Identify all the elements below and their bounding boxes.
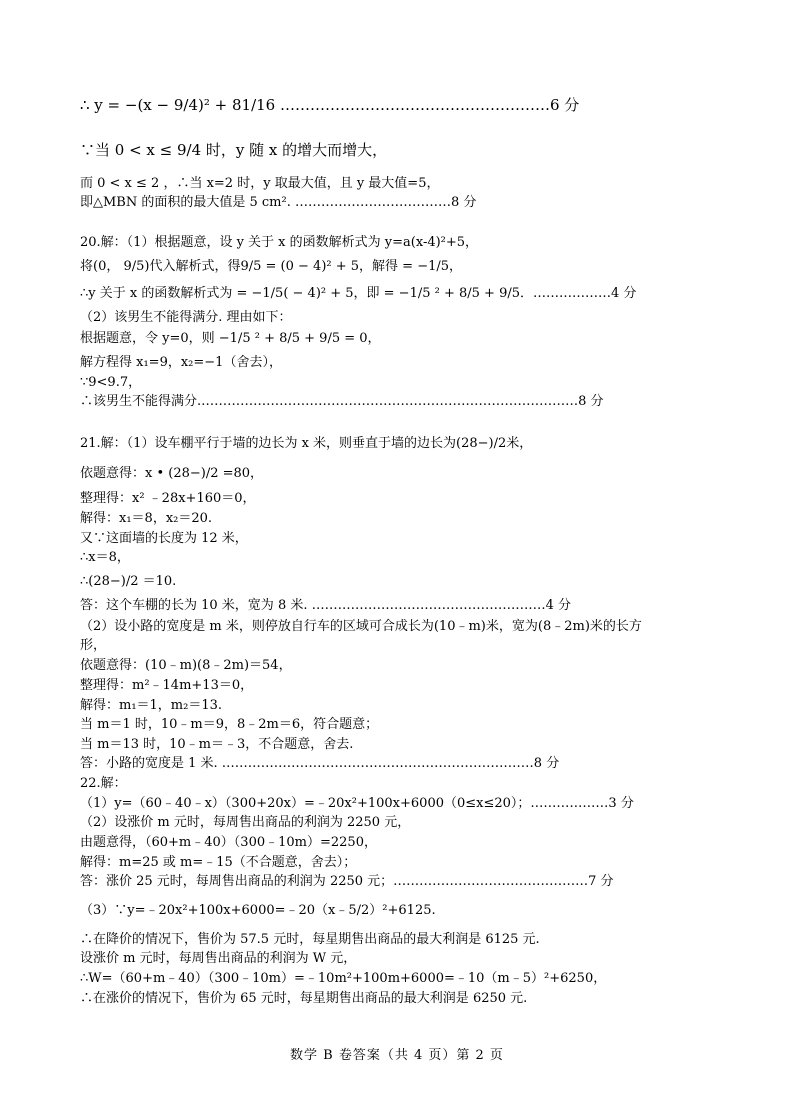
answer-line: ∵9<9.7， [80,375,142,390]
answer-line: 解得：m₁＝1，m₂＝13. [80,698,223,713]
answer-line: （1）y=（60﹣40﹣x）（300+20x）=﹣20x²+100x+6000（0≤x≤20）；………………3 分 [80,796,634,811]
answer-line: 答：这个车棚的长为 10 米，宽为 8 米. ………………………………………………4 分 [80,598,572,613]
answer-line: 即△MBN 的面积的最大值是 5 cm². ………………………………8 分 [80,195,477,210]
answer-line: 解得：x₁＝8，x₂＝20. [80,511,213,526]
answer-line: 20.解：（1）根据题意，设 y 关于 x 的函数解析式为 y=a(x-4)²+5， [80,235,479,250]
answer-line: ∴在降价的情况下，售价为 57.5 元时，每星期售出商品的最大利润是 6125 元. [80,932,540,947]
answer-line: 根据题意，令 y=0，则 −1/5 ² + 8/5 + 9/5 = 0， [80,331,381,346]
answer-line: ∴W=（60+m﹣40）（300﹣10m）=﹣10m²+100m+6000=﹣10（m﹣5）²+6250， [80,971,607,986]
answer-line: ∴该男生不能得满分.……………………………………………………………………………8 分 [80,394,604,409]
answer-line: 当 m＝1 时，10﹣m＝9，8﹣2m＝6，符合题意； [80,717,379,732]
answer-line: 依题意得：x • (28−)/2 =80， [80,466,264,481]
answer-line: ∵当 0 < x ≤ 9/4 时，y 随 x 的增大而增大， [80,141,388,159]
answer-line: 形， [80,638,107,653]
answer-line: 又∵这面墙的长度为 12 米， [80,531,248,546]
answer-line: 依题意得：(10﹣m)(8﹣2m)＝54， [80,658,292,673]
answer-line: （2）该男生不能得满分. 理由如下： [80,310,292,325]
answer-line: ∴x＝8， [80,550,130,565]
answer-line: （2）设涨价 m 元时，每周售出商品的利润为 2250 元， [80,815,411,830]
answer-line: 21.解：（1）设车棚平行于墙的边长为 x 米，则垂直于墙的边长为(28−)/2米， [80,436,533,451]
answer-line: 将(0， 9/5)代入解析式，得9/5 = (0 − 4)² + 5，解得 = −1/5， [80,259,463,274]
answer-line: 设涨价 m 元时，每周售出商品的利润为 W 元， [80,951,357,966]
answer-line: 当 m＝13 时，10﹣m＝﹣3，不合题意，舍去. [80,737,354,752]
answer-line: 由题意得，（60+m﹣40）（300﹣10m）=2250， [80,835,377,850]
answer-line: 整理得：x² ﹣28x+160＝0， [80,491,256,506]
answer-line: （2）设小路的宽度是 m 米，则停放自行车的区域可合成长为(10﹣m)米，宽为(8﹣2m)米的长方 [80,619,642,634]
answer-line: ∴在涨价的情况下，售价为 65 元时，每星期售出商品的最大利润是 6250 元. [80,991,528,1006]
answer-line: 解得：m=25 或 m=﹣15（不合题意，舍去）； [80,855,357,870]
answer-line: 整理得：m²﹣14m+13＝0， [80,678,254,693]
answer-line: 答：涨价 25 元时，每周售出商品的利润为 2250 元；………………………………………7 分 [80,874,614,889]
answer-line: ∴(28−)/2 ＝10. [80,574,177,589]
answer-line: ∴ y = −(x − 9/4)² + 81/16 ………………………………………………6 分 [80,96,580,114]
answer-line: 答：小路的宽度是 1 米. ………………………………………………………………8 分 [80,756,560,771]
answer-line: 22.解： [80,776,127,791]
answer-line: ∴y 关于 x 的函数解析式为 = −1/5( − 4)² + 5，即 = −1/5 ² + 8/5 + 9/5．………………4 分 [80,286,637,301]
answer-line: 而 0 < x ≤ 2 ，∴当 x=2 时，y 取最大值，且 y 最大值=5， [80,176,440,191]
answer-line: （3）∵y=﹣20x²+100x+6000=﹣20（x﹣5/2）²+6125. [80,903,436,918]
page-footer: 数学 B 卷答案（共 4 页）第 2 页 [290,1048,504,1063]
answer-line: 解方程得 x₁=9，x₂=−1（舍去）， [80,355,282,370]
